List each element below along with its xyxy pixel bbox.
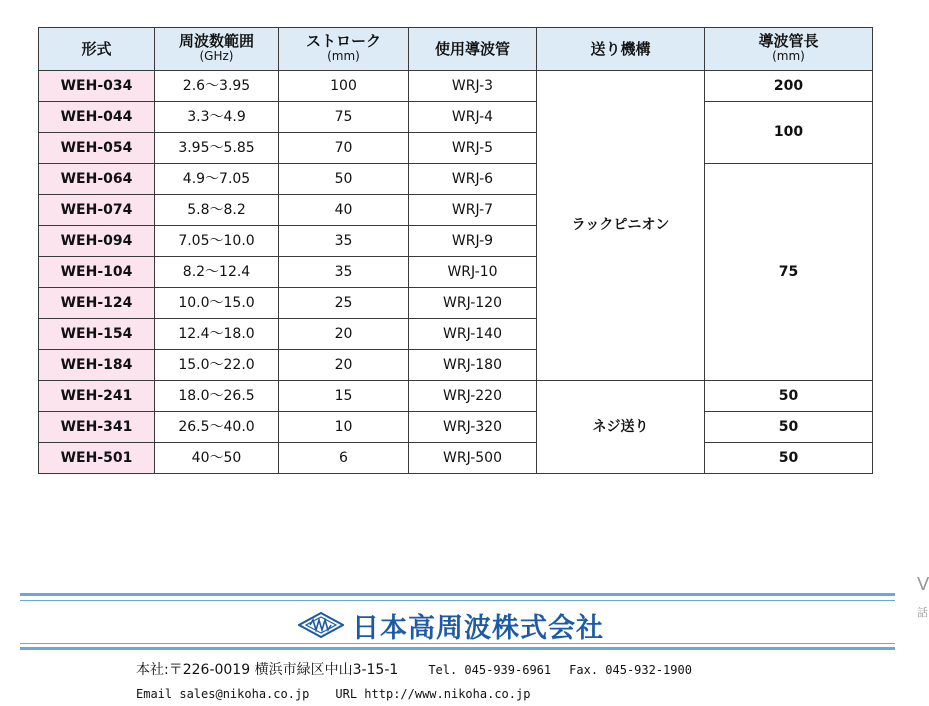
freq-cell: 3.95〜5.85 (155, 133, 279, 164)
stroke-cell: 6 (279, 443, 409, 474)
header-freq: 周波数範囲 (GHz) (155, 28, 279, 71)
freq-cell: 8.2〜12.4 (155, 257, 279, 288)
company-name: 日本高周波株式会社 (352, 612, 604, 644)
length-cell: 50 (705, 412, 873, 443)
feed-cell-rack-pinion: ラックピニオン (537, 71, 705, 381)
model-cell: WEH-074 (39, 195, 155, 226)
telephone: Tel. 045-939-6961 (428, 663, 552, 677)
edge-text-fragment: V (917, 574, 929, 595)
freq-cell: 12.4〜18.0 (155, 319, 279, 350)
model-cell: WEH-124 (39, 288, 155, 319)
stroke-cell: 100 (279, 71, 409, 102)
model-cell: WEH-241 (39, 381, 155, 412)
spec-table (38, 27, 873, 474)
stroke-cell: 50 (279, 164, 409, 195)
website-url: URL http://www.nikoha.co.jp (335, 687, 531, 701)
waveguide-cell: WRJ-9 (409, 226, 537, 257)
stroke-cell: 20 (279, 319, 409, 350)
waveguide-cell: WRJ-4 (409, 102, 537, 133)
stroke-cell: 15 (279, 381, 409, 412)
table-row (39, 412, 873, 443)
header-feed: 送り機構 (537, 28, 705, 71)
footer-rule-top (20, 593, 895, 596)
model-cell: WEH-054 (39, 133, 155, 164)
waveguide-cell: WRJ-10 (409, 257, 537, 288)
stroke-cell: 40 (279, 195, 409, 226)
stroke-cell: 35 (279, 226, 409, 257)
model-cell: WEH-034 (39, 71, 155, 102)
table-row (39, 443, 873, 474)
model-cell: WEH-064 (39, 164, 155, 195)
length-unit: (mm) (772, 49, 805, 63)
footer-rule-top-thin (20, 600, 895, 601)
wave-diamond-logo-icon (298, 612, 344, 638)
length-cell: 100 (705, 102, 873, 164)
header-waveguide: 使用導波管 (409, 28, 537, 71)
stroke-cell: 25 (279, 288, 409, 319)
waveguide-cell: WRJ-6 (409, 164, 537, 195)
waveguide-cell: WRJ-320 (409, 412, 537, 443)
stroke-cell: 70 (279, 133, 409, 164)
freq-unit: (GHz) (199, 49, 234, 63)
stroke-cell: 10 (279, 412, 409, 443)
waveguide-cell: WRJ-3 (409, 71, 537, 102)
company-contact-line (136, 687, 530, 701)
model-cell: WEH-154 (39, 319, 155, 350)
header-model: 形式 (39, 28, 155, 71)
waveguide-cell: WRJ-500 (409, 443, 537, 474)
length-cell: 50 (705, 443, 873, 474)
freq-cell: 10.0〜15.0 (155, 288, 279, 319)
freq-cell: 5.8〜8.2 (155, 195, 279, 226)
fax: Fax. 045-932-1900 (569, 663, 692, 677)
stroke-cell: 75 (279, 102, 409, 133)
model-cell: WEH-501 (39, 443, 155, 474)
length-cell: 200 (705, 71, 873, 102)
freq-cell: 18.0〜26.5 (155, 381, 279, 412)
length-cell: 50 (705, 381, 873, 412)
table-row (39, 71, 873, 102)
edge-text-fragment: 話 (917, 606, 928, 619)
freq-cell: 40〜50 (155, 443, 279, 474)
table-row (39, 381, 873, 412)
freq-cell: 7.05〜10.0 (155, 226, 279, 257)
model-cell: WEH-044 (39, 102, 155, 133)
waveguide-cell: WRJ-180 (409, 350, 537, 381)
model-cell: WEH-184 (39, 350, 155, 381)
stroke-unit: (mm) (327, 49, 360, 63)
waveguide-cell: WRJ-140 (409, 319, 537, 350)
address: 本社:〒226-0019 横浜市緑区中山3-15-1 (136, 662, 399, 678)
model-cell: WEH-094 (39, 226, 155, 257)
waveguide-cell: WRJ-5 (409, 133, 537, 164)
waveguide-cell: WRJ-120 (409, 288, 537, 319)
freq-cell: 2.6〜3.95 (155, 71, 279, 102)
company-address-line (136, 659, 692, 679)
waveguide-cell: WRJ-7 (409, 195, 537, 226)
freq-cell: 15.0〜22.0 (155, 350, 279, 381)
freq-cell: 26.5〜40.0 (155, 412, 279, 443)
freq-cell: 3.3〜4.9 (155, 102, 279, 133)
email: Email sales@nikoha.co.jp (136, 687, 310, 701)
waveguide-cell: WRJ-220 (409, 381, 537, 412)
header-stroke: ストローク (mm) (279, 28, 409, 71)
header-row (39, 28, 873, 71)
freq-cell: 4.9〜7.05 (155, 164, 279, 195)
header-length: 導波管長 (mm) (705, 28, 873, 71)
stroke-cell: 20 (279, 350, 409, 381)
table-row (39, 102, 873, 133)
table-row (39, 164, 873, 195)
feed-cell-screw: ネジ送り (537, 381, 705, 474)
model-cell: WEH-104 (39, 257, 155, 288)
footer-rule-bottom (20, 647, 895, 650)
company-logo (298, 608, 604, 642)
model-cell: WEH-341 (39, 412, 155, 443)
stroke-cell: 35 (279, 257, 409, 288)
length-cell: 75 (705, 164, 873, 381)
